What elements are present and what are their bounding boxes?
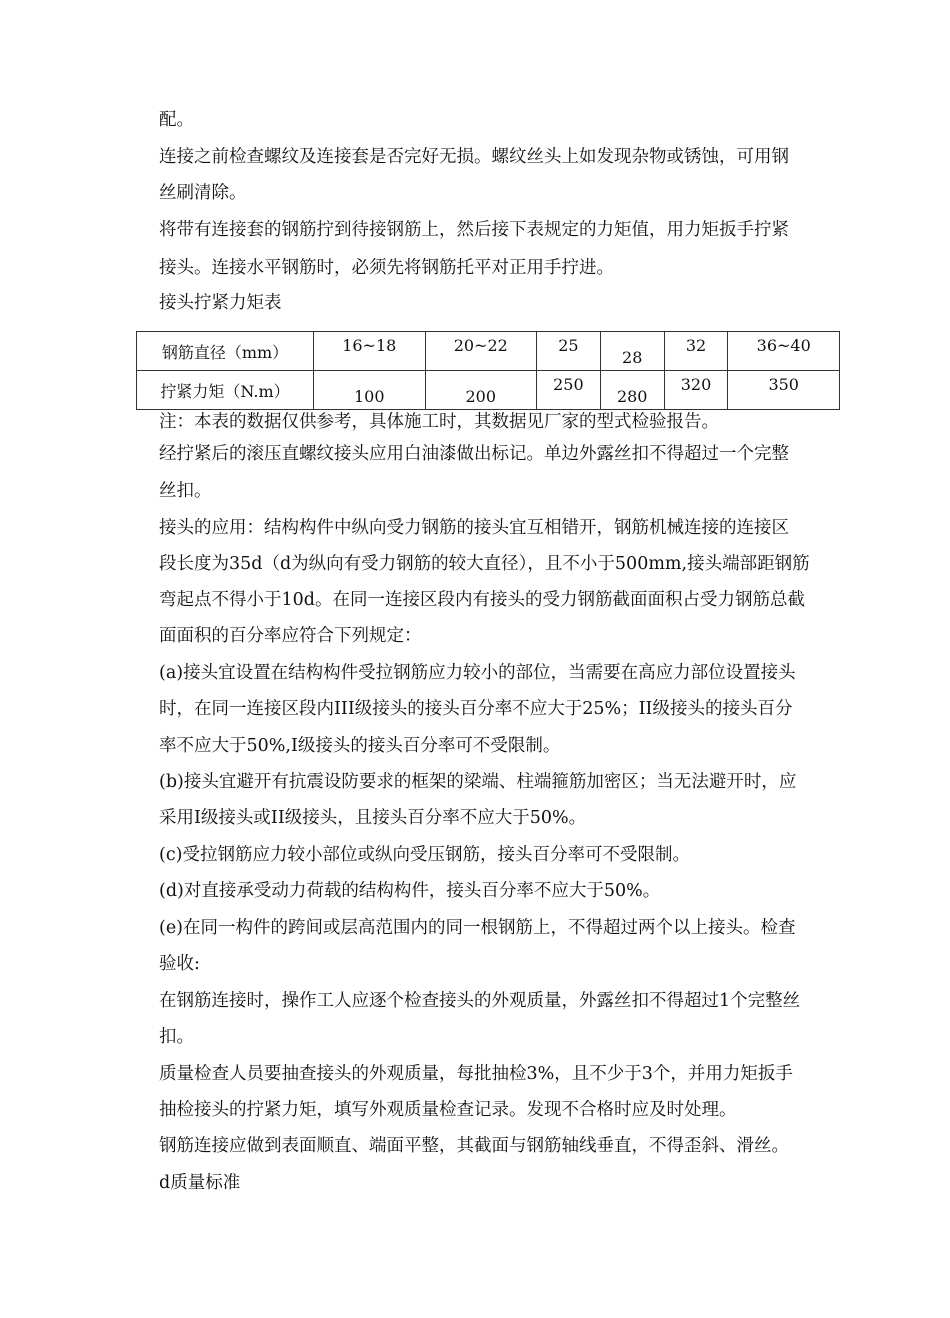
paragraph-text: 钢筋连接应做到表面顺直、端面平整，其截面与钢筋轴线垂直，不得歪斜、滑丝。 (159, 1136, 789, 1156)
paragraph-text: 经拧紧后的滚压直螺纹接头应用白油漆做出标记。单边外露丝扣不得超过一个完整 (159, 444, 789, 464)
table-row (137, 332, 840, 371)
list-item-e-cont: 验收: (159, 954, 200, 974)
paragraph-text: 在钢筋连接时，操作工人应逐个检查接头的外观质量，外露丝扣不得超过1个完整丝 (159, 991, 801, 1011)
section-heading: d质量标准 (159, 1173, 241, 1193)
paragraph-text: 接头。连接水平钢筋时，必须先将钢筋托平对正用手拧进。 (159, 258, 614, 278)
list-item-a-cont: 率不应大于50%,I级接头的接头百分率可不受限制。 (159, 736, 561, 756)
list-item-a: (a)接头宜设置在结构构件受拉钢筋应力较小的部位，当需要在高应力部位设置接头 (159, 663, 796, 683)
cell-value: 350 (768, 374, 799, 394)
table-cell (664, 332, 728, 371)
paragraph-text: 丝刷清除。 (159, 183, 247, 203)
cell-value: 25 (558, 335, 579, 355)
table-header-cell: 钢筋直径（mm） (137, 332, 314, 371)
table-cell (728, 332, 840, 371)
table-header-cell: 拧紧力矩（N.m） (137, 371, 314, 410)
cell-value: 28 (622, 347, 643, 367)
list-item-b-cont: 采用I级接头或II级接头，且接头百分率不应大于50%。 (159, 808, 587, 828)
cell-value: 250 (553, 374, 584, 394)
list-item-c: (c)受拉钢筋应力较小部位或纵向受压钢筋，接头百分率可不受限制。 (159, 845, 690, 865)
table-title: 接头拧紧力矩表 (159, 293, 282, 313)
list-item-d: (d)对直接承受动力荷载的结构构件，接头百分率不应大于50%。 (159, 881, 661, 901)
list-item-e: (e)在同一构件的跨间或层高范围内的同一根钢筋上，不得超过两个以上接头。检查 (159, 918, 796, 938)
paragraph-text: 将带有连接套的钢筋拧到待接钢筋上，然后接下表规定的力矩值，用力矩扳手拧紧 (159, 220, 789, 240)
cell-value: 200 (465, 386, 497, 406)
table-cell (314, 332, 426, 371)
paragraph-text: 段长度为35d（d为纵向有受力钢筋的较大直径），且不小于500mm,接头端部距钢筋 (159, 554, 810, 574)
cell-value: 100 (353, 386, 385, 406)
cell-value: 20~22 (453, 335, 508, 355)
cell-value: 32 (685, 335, 707, 355)
table-note: 注：本表的数据仅供参考，具体施工时，其数据见厂家的型式检验报告。 (159, 412, 719, 432)
paragraph-text: 扣。 (159, 1027, 194, 1047)
torque-table (136, 331, 840, 410)
paragraph-text: 抽检接头的拧紧力矩，填写外观质量检查记录。发现不合格时应及时处理。 (159, 1100, 737, 1120)
cell-value: 16~18 (342, 335, 397, 355)
list-item-b: (b)接头宜避开有抗震设防要求的框架的梁端、柱端箍筋加密区；当无法避开时，应 (159, 772, 797, 792)
cell-value: 280 (616, 386, 648, 406)
paragraph-text: 连接之前检查螺纹及连接套是否完好无损。螺纹丝头上如发现杂物或锈蚀，可用钢 (159, 147, 789, 167)
cell-value: 36~40 (756, 335, 811, 355)
paragraph-text: 质量检查人员要抽查接头的外观质量，每批抽检3%，且不少于3个，并用力矩扳手 (159, 1064, 793, 1084)
paragraph-text: 弯起点不得小于10d。在同一连接区段内有接头的受力钢筋截面面积占受力钢筋总截 (159, 590, 805, 610)
paragraph-text: 接头的应用：结构构件中纵向受力钢筋的接头宜互相错开，钢筋机械连接的连接区 (159, 518, 789, 538)
paragraph-text: 丝扣。 (159, 481, 212, 501)
cell-value: 320 (680, 374, 712, 394)
paragraph-text: 面面积的百分率应符合下列规定： (159, 626, 422, 646)
list-item-a-cont: 时，在同一连接区段内III级接头的接头百分率不应大于25%；II级接头的接头百分 (159, 699, 793, 719)
table-cell (600, 332, 664, 371)
table-cell (425, 332, 537, 371)
paragraph-text: 配。 (159, 110, 194, 130)
table-cell (537, 332, 601, 371)
